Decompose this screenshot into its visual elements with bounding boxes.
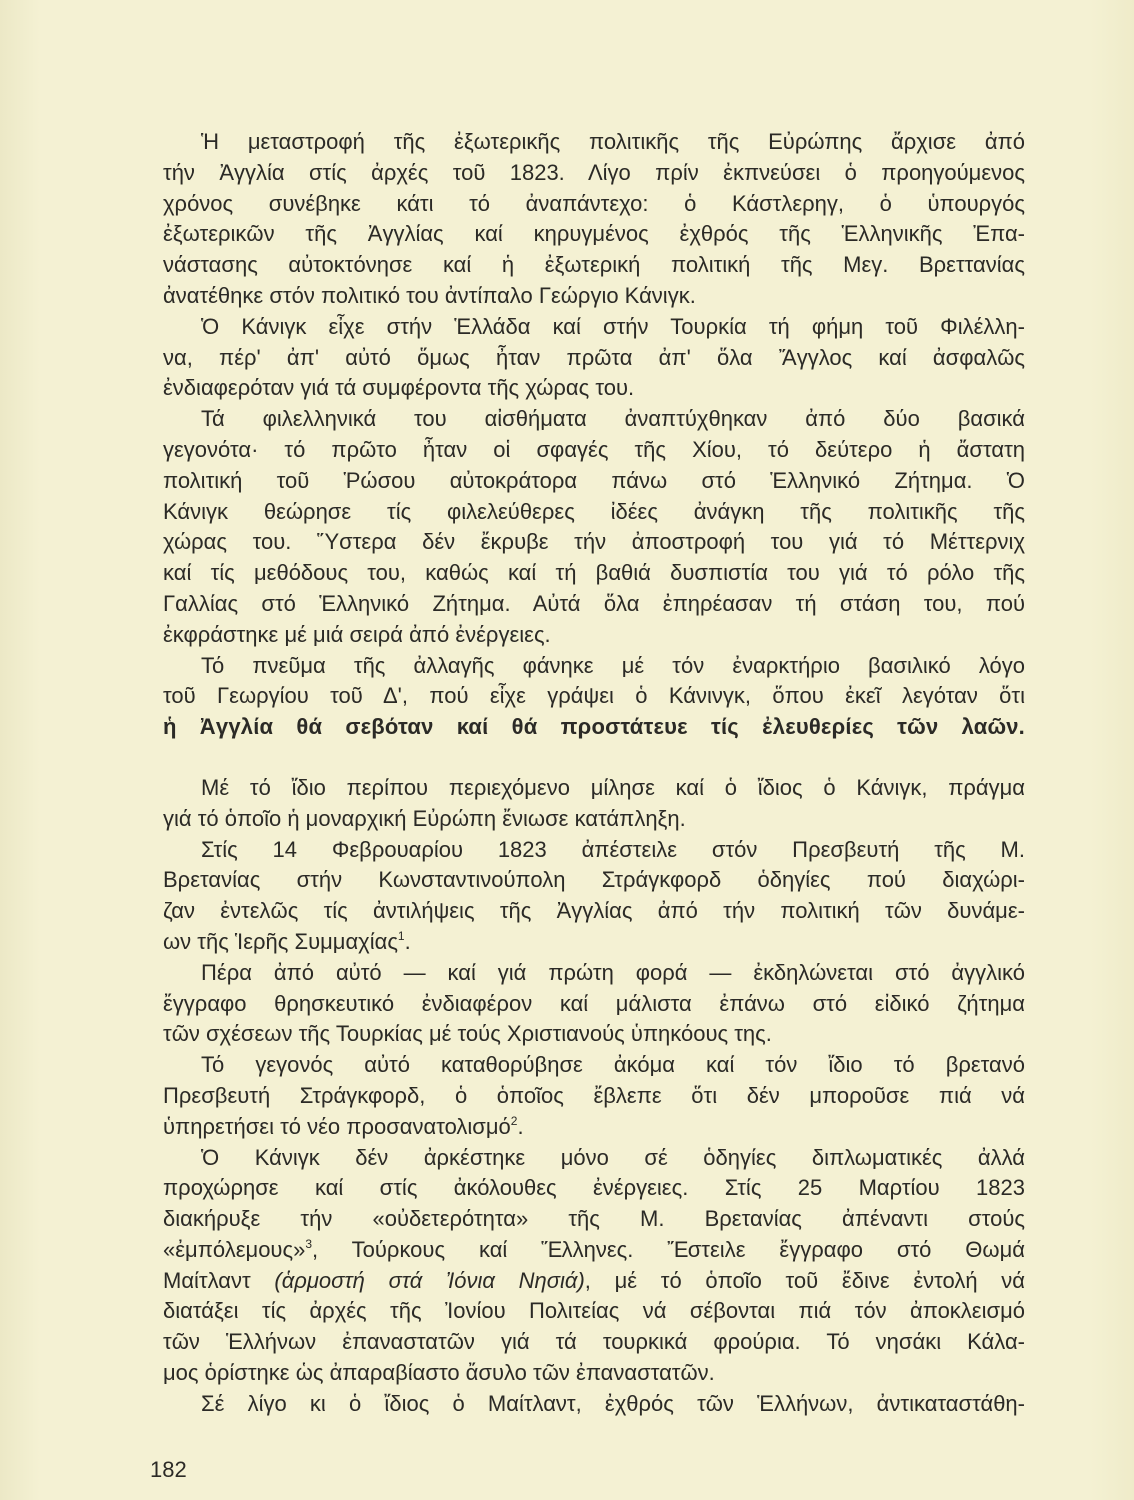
- paragraph: [163, 312, 1025, 404]
- text-line: καί τίς μεθόδους του, καθώς καί τή βαθιά δυσπιστία του γιά τό ρόλο τῆς: [163, 560, 1025, 586]
- text-segment: ων τῆς Ἱερῆς Συμμαχίας: [163, 928, 398, 954]
- text-line: Τό πνεῦμα τῆς ἀλλαγῆς φάνηκε μέ τόν ἐναρκτήριο βασιλικό λόγο: [201, 652, 1025, 678]
- page-number: 182: [150, 1457, 187, 1482]
- text-line: τήν Ἀγγλία στίς ἀρχές τοῦ 1823. Λίγο πρίν ἐκπνεύσει ὁ προηγούμενος: [163, 159, 1025, 185]
- text-line: Πέρα ἀπό αὐτό — καί γιά πρώτη φορά — ἐκδηλώνεται στό ἀγγλικό: [201, 959, 1025, 985]
- text-line: ζαν ἐντελῶς τίς ἀντιλήψεις τῆς Ἀγγλίας ἀπό τήν πολιτική τῶν δυνάμε-: [163, 898, 1025, 924]
- text-line: Πρεσβευτή Στράγκφορδ, ὁ ὁποῖος ἔβλεπε ὅτι δέν μποροῦσε πιά νά: [163, 1082, 1025, 1108]
- text-line: Γαλλίας στό Ἑλληνικό Ζήτημα. Αὐτά ὅλα ἐπηρέασαν τή στάση του, πού: [163, 590, 1025, 616]
- text-segment: «ἐμπόλεμους»: [163, 1236, 306, 1262]
- text-segment: , μέ τό ὁποῖο τοῦ ἔδινε ἐντολή νά: [584, 1267, 1025, 1293]
- text-line: ἐκφράστηκε μέ μιά σειρά ἀπό ἐνέργειες.: [163, 621, 551, 647]
- footnote-marker: 1: [397, 928, 405, 943]
- text-line: ἔγγραφο θρησκευτικό ἐνδιαφέρον καί μάλιστα ἐπάνω στό εἰδικό ζήτημα: [163, 990, 1025, 1016]
- text-line: τῶν Ἑλλήνων ἐπαναστατῶν γιά τά τουρκικά φρούρια. Τό νησάκι Κάλα-: [163, 1329, 1025, 1355]
- text-line: να, πέρ' ἀπ' αὐτό ὅμως ἦταν πρῶτα ἀπ' ὅλα Ἄγγλος καί ἀσφαλῶς: [163, 344, 1025, 370]
- footnote-marker: 2: [510, 1113, 518, 1128]
- text-segment: , Τούρκους καί Ἕλληνες. Ἔστειλε ἔγγραφο στό Θωμά: [312, 1236, 1025, 1262]
- text-line: ἐνδιαφερόταν γιά τά συμφέροντα τῆς χώρας του.: [163, 375, 635, 401]
- text-line: διατάξει τίς ἀρχές τῆς Ἰονίου Πολιτείας νά σέβονται πιά τόν ἀποκλεισμό: [163, 1298, 1025, 1324]
- text-line: πολιτική τοῦ Ῥώσου αὐτοκράτορα πάνω στό Ἑλληνικό Ζήτημα. Ὁ: [163, 467, 1025, 493]
- text-line: χώρας του. Ὕστερα δέν ἔκρυβε τήν ἀποστροφή του γιά τό Μέττερνιχ: [163, 529, 1025, 555]
- text-line: γιά τό ὁποῖο ἡ μοναρχική Εὐρώπη ἔνιωσε κατάπληξη.: [163, 805, 686, 831]
- text-segment: .: [404, 928, 411, 954]
- text-line: ἀνατέθηκε στόν πολιτικό του ἀντίπαλο Γεώργιο Κάνιγκ.: [163, 282, 696, 308]
- text-line: [163, 1112, 1025, 1143]
- footnote-marker: 3: [305, 1236, 312, 1251]
- text-line: τοῦ Γεωργίου τοῦ Δ', πού εἶχε γράψει ὁ Κάνινγκ, ὅπου ἐκεῖ λεγόταν ὅτι: [163, 683, 1025, 709]
- bold-text: ἡ Ἀγγλία θά σεβόταν καί θά προστάτευε τίς ἐλευθερίες τῶν λαῶν.: [163, 714, 1025, 740]
- text-line: ἐξωτερικῶν τῆς Ἀγγλίας καί κηρυγμένος ἐχθρός τῆς Ἑλληνικῆς Ἐπα-: [163, 221, 1025, 247]
- paragraph: [163, 773, 1025, 835]
- italic-text: (ἁρμοστή στά Ἰόνια Νησιά): [274, 1267, 585, 1293]
- text-line: Κάνιγκ θεώρησε τίς φιλελεύθερες ἰδέες ἀνάγκη τῆς πολιτικῆς τῆς: [163, 498, 1025, 524]
- text-line: χρόνος συνέβηκε κάτι τό ἀναπάντεχο: ὁ Κάστλερηγ, ὁ ὑπουργός: [163, 190, 1025, 216]
- text-line: Μέ τό ἴδιο περίπου περιεχόμενο μίλησε καί ὁ ἴδιος ὁ Κάνιγκ, πράγμα: [201, 774, 1025, 800]
- text-segment: Μαίτλαντ: [163, 1267, 275, 1293]
- text-line: Βρετανίας στήν Κωνσταντινούπολη Στράγκφορδ ὁδηγίες πού διαχώρι-: [163, 867, 1025, 893]
- text-line: νάστασης αὐτοκτόνησε καί ἡ ἐξωτερική πολιτική τῆς Μεγ. Βρεττανίας: [163, 252, 1025, 278]
- text-line: Σέ λίγο κι ὁ ἴδιος ὁ Μαίτλαντ, ἐχθρός τῶν Ἑλλήνων, ἀντικαταστάθη-: [201, 1390, 1025, 1416]
- text-line: διακήρυξε τήν «οὐδετερότητα» τῆς Μ. Βρετανίας ἀπέναντι στούς: [163, 1206, 1025, 1232]
- paragraph: [163, 958, 1025, 1050]
- paragraph: [163, 835, 1025, 958]
- paragraph: [163, 1050, 1025, 1142]
- text-line: Ὁ Κάνιγκ εἶχε στήν Ἑλλάδα καί στήν Τουρκία τή φήμη τοῦ Φιλέλλη-: [201, 313, 1025, 339]
- text-line: [163, 712, 1025, 743]
- text-line: [163, 927, 1025, 958]
- text-line: γεγονότα· τό πρῶτο ἦταν οἱ σφαγές τῆς Χίου, τό δεύτερο ἡ ἄστατη: [163, 436, 1025, 462]
- paragraph: [163, 651, 1025, 743]
- text-line: Ὁ Κάνιγκ δέν ἀρκέστηκε μόνο σέ ὁδηγίες διπλωματικές ἀλλά: [201, 1144, 1025, 1170]
- text-segment: ὑπηρετήσει τό νέο προσανατολισμό: [163, 1113, 511, 1139]
- paragraph: [163, 1143, 1025, 1389]
- text-line: [163, 1235, 1025, 1266]
- text-segment: .: [517, 1113, 524, 1139]
- body-text: [163, 127, 1025, 1420]
- text-line: τῶν σχέσεων τῆς Τουρκίας μέ τούς Χριστιανούς ὑπηκόους της.: [163, 1021, 772, 1047]
- paragraph: [163, 127, 1025, 312]
- text-line: μος ὁρίστηκε ὡς ἀπαραβίαστο ἄσυλο τῶν ἐπαναστατῶν.: [163, 1360, 715, 1386]
- text-line: Τό γεγονός αὐτό καταθορύβησε ἀκόμα καί τόν ἴδιο τό βρετανό: [201, 1052, 1025, 1078]
- text-line: Στίς 14 Φεβρουαρίου 1823 ἀπέστειλε στόν Πρεσβευτή τῆς Μ.: [201, 836, 1025, 862]
- paragraph: [163, 1389, 1025, 1420]
- text-line: Τά φιλελληνικά του αἰσθήματα ἀναπτύχθηκαν ἀπό δύο βασικά: [201, 406, 1025, 432]
- text-line: Ἡ μεταστροφή τῆς ἐξωτερικῆς πολιτικῆς τῆς Εὐρώπης ἄρχισε ἀπό: [201, 129, 1025, 154]
- text-line: [163, 1266, 1025, 1297]
- text-line: προχώρησε καί στίς ἀκόλουθες ἐνέργειες. Στίς 25 Μαρτίου 1823: [163, 1175, 1025, 1201]
- paragraph: [163, 404, 1025, 650]
